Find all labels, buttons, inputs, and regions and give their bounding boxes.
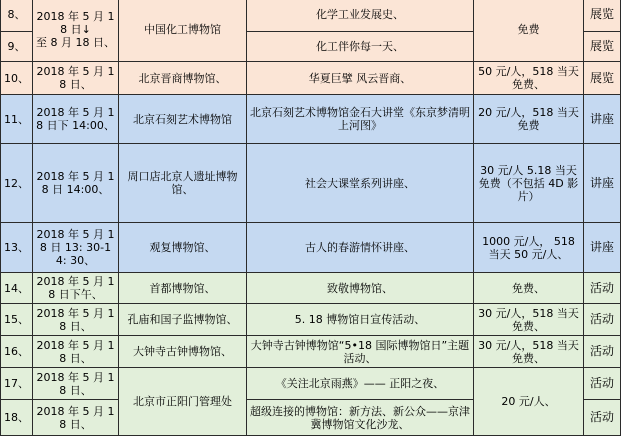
event-price: 免费、 bbox=[474, 273, 584, 304]
museum-name: 北京晋商博物馆、 bbox=[119, 62, 247, 95]
event-category: 活动 bbox=[584, 368, 621, 400]
row-number: 10、 bbox=[1, 62, 33, 95]
table-row bbox=[1, 273, 621, 304]
row-number: 14、 bbox=[1, 273, 33, 304]
table-row bbox=[1, 336, 621, 368]
event-date: 2018 年 5 月 18 日、 bbox=[33, 336, 119, 368]
event-date: 2018 年 5 月 18 日下 14:00、 bbox=[33, 95, 119, 144]
table-row bbox=[1, 95, 621, 144]
event-title: 社会大课堂系列讲座、 bbox=[247, 144, 474, 223]
event-date: 2018 年 5 月 18 日、 bbox=[33, 400, 119, 436]
event-title: 《关注北京雨燕》—— 正阳之夜、 bbox=[247, 368, 474, 400]
table-row bbox=[1, 62, 621, 95]
museum-name: 首都博物馆、 bbox=[119, 273, 247, 304]
event-price: 30 元/人，518 当天免费、 bbox=[474, 336, 584, 368]
event-title: 古人的春游情怀讲座、 bbox=[247, 223, 474, 273]
event-category: 活动 bbox=[584, 400, 621, 436]
event-category: 讲座 bbox=[584, 95, 621, 144]
museum-name: 周口店北京人遗址博物馆、 bbox=[119, 144, 247, 223]
row-number: 12、 bbox=[1, 144, 33, 223]
event-category: 展览 bbox=[584, 62, 621, 95]
event-title: 大钟寺古钟博物馆“5•18 国际博物馆日”主题活动、 bbox=[247, 336, 474, 368]
table-row bbox=[1, 368, 621, 400]
event-date: 2018 年 5 月 18 日 14:00、 bbox=[33, 144, 119, 223]
row-number: 17、 bbox=[1, 368, 33, 400]
event-price: 30 元/人 5.18 当天免费（不包括 4D 影片） bbox=[474, 144, 584, 223]
event-title: 化学工业发展史、 bbox=[247, 0, 474, 32]
event-date: 2018 年 5 月 18 日、 bbox=[33, 368, 119, 400]
row-number: 9、 bbox=[1, 32, 33, 62]
event-category: 活动 bbox=[584, 336, 621, 368]
event-price: 50 元/人，518 当天免费、 bbox=[474, 62, 584, 95]
row-number: 8、 bbox=[1, 0, 33, 32]
event-price: 免费 bbox=[474, 0, 584, 62]
event-category: 展览 bbox=[584, 0, 621, 32]
museum-name: 中国化工博物馆 bbox=[119, 0, 247, 62]
event-title: 北京石刻艺术博物馆金石大讲堂《东京梦清明上河图》 bbox=[247, 95, 474, 144]
event-price: 30 元/人，518 当天免费、 bbox=[474, 304, 584, 336]
event-category: 活动 bbox=[584, 304, 621, 336]
row-number: 11、 bbox=[1, 95, 33, 144]
table-row bbox=[1, 223, 621, 273]
event-date: 2018 年 5 月 18 日下午、 bbox=[33, 273, 119, 304]
museum-name: 观复博物馆、 bbox=[119, 223, 247, 273]
museum-name: 大钟寺古钟博物馆、 bbox=[119, 336, 247, 368]
event-title: 化工伴你每一天、 bbox=[247, 32, 474, 62]
museum-name: 北京市正阳门管理处 bbox=[119, 368, 247, 436]
table-row bbox=[1, 304, 621, 336]
museum-name: 北京石刻艺术博物馆 bbox=[119, 95, 247, 144]
row-number: 13、 bbox=[1, 223, 33, 273]
row-number: 16、 bbox=[1, 336, 33, 368]
table-row bbox=[1, 0, 621, 32]
event-date: 2018 年 5 月 18 日、 bbox=[33, 304, 119, 336]
event-date: 2018 年 5 月 18 日 13: 30-14: 30、 bbox=[33, 223, 119, 273]
event-title: 超级连接的博物馆：新方法、新公众——京津冀博物馆文化沙龙、 bbox=[247, 400, 474, 436]
row-number: 18、 bbox=[1, 400, 33, 436]
event-title: 致敬博物馆、 bbox=[247, 273, 474, 304]
event-category: 展览 bbox=[584, 32, 621, 62]
event-title: 5. 18 博物馆日宣传活动、 bbox=[247, 304, 474, 336]
event-category: 活动 bbox=[584, 273, 621, 304]
row-number: 15、 bbox=[1, 304, 33, 336]
event-title: 华夏巨擘 风云晋商、 bbox=[247, 62, 474, 95]
event-category: 讲座 bbox=[584, 144, 621, 223]
event-date: 2018 年 5 月 18 日、 bbox=[33, 62, 119, 95]
event-price: 20 元/人、 bbox=[474, 368, 584, 436]
event-price: 1000 元/人， 518 当天 50 元/人、 bbox=[474, 223, 584, 273]
table-row bbox=[1, 144, 621, 223]
event-price: 20 元/人，518 当天免费 bbox=[474, 95, 584, 144]
museum-name: 孔庙和国子监博物馆、 bbox=[119, 304, 247, 336]
event-date: 2018 年 5 月 18 日↓ 至 8 月 18 日、 bbox=[33, 0, 119, 62]
event-category: 讲座 bbox=[584, 223, 621, 273]
